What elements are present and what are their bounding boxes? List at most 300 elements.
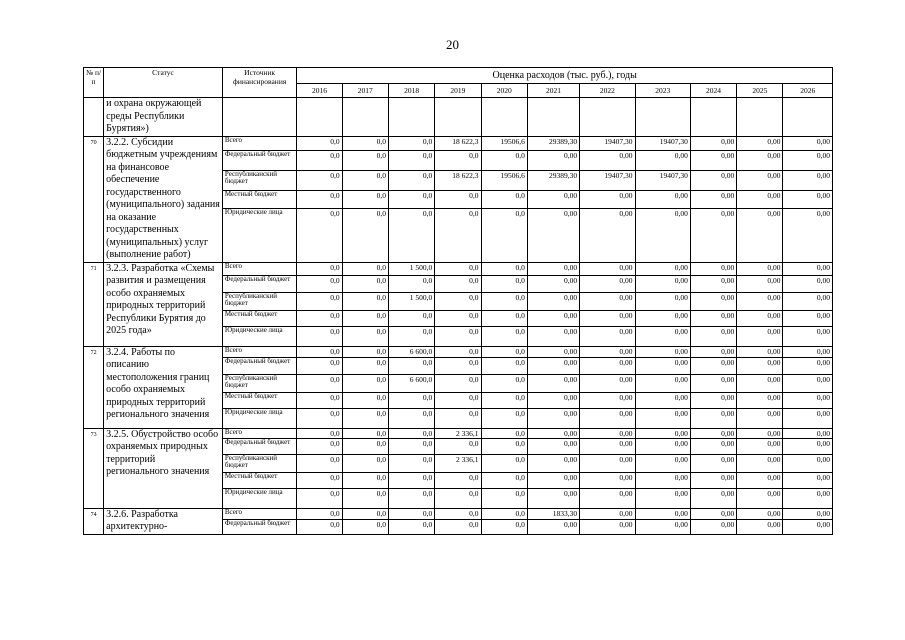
value-cell: 0,00 — [527, 151, 579, 170]
value-cell: 0,00 — [737, 292, 783, 310]
value-cell: 6 600,0 — [388, 346, 434, 357]
value-cell: 0,0 — [435, 408, 481, 428]
continuation-np — [84, 98, 104, 137]
value-cell: 0,0 — [297, 292, 342, 310]
year-header: 2024 — [690, 84, 736, 98]
value-cell: 0,00 — [635, 408, 690, 428]
value-cell: 0,00 — [635, 292, 690, 310]
table-body — [84, 98, 833, 535]
value-cell: 0,00 — [783, 190, 833, 208]
value-cell: 0,00 — [690, 392, 736, 408]
value-cell: 0,0 — [342, 472, 388, 488]
value-cell: 0,00 — [527, 346, 579, 357]
value-cell: 0,00 — [635, 209, 690, 262]
funding-source: Федеральный бюджет — [222, 438, 296, 454]
value-cell: 0,0 — [342, 346, 388, 357]
value-cell: 0,0 — [435, 209, 481, 262]
value-cell: 0,0 — [388, 136, 434, 151]
value-cell: 1 500,0 — [388, 292, 434, 310]
funding-source: Всего — [222, 508, 296, 520]
value-cell: 0,0 — [388, 326, 434, 346]
value-cell: 0,0 — [388, 357, 434, 374]
value-cell: 0,00 — [527, 408, 579, 428]
value-cell: 0,00 — [783, 438, 833, 454]
value-cell: 0,0 — [481, 454, 527, 472]
value-cell: 0,00 — [690, 151, 736, 170]
value-cell: 0,00 — [635, 357, 690, 374]
table-row — [84, 136, 833, 151]
funding-source: Всего — [222, 262, 296, 275]
status-cell: 3.2.3. Разработка «Схемы развития и размещения особо охраняемых природных территорий Республики Бурятия до 2025 года» — [104, 262, 223, 346]
funding-source: Юридические лица — [222, 488, 296, 508]
value-cell: 0,00 — [635, 374, 690, 392]
value-cell: 0,00 — [635, 488, 690, 508]
value-cell: 0,0 — [342, 151, 388, 170]
value-cell: 0,00 — [737, 472, 783, 488]
value-cell: 0,00 — [527, 428, 579, 438]
value-cell: 0,00 — [690, 170, 736, 190]
value-cell: 0,00 — [783, 170, 833, 190]
value-cell: 0,00 — [783, 374, 833, 392]
year-header: 2022 — [580, 84, 635, 98]
value-cell: 0,00 — [737, 209, 783, 262]
value-cell: 0,0 — [342, 310, 388, 326]
value-cell: 0,00 — [783, 292, 833, 310]
value-cell: 19407,30 — [580, 170, 635, 190]
value-cell: 0,0 — [435, 262, 481, 275]
value-cell: 0,0 — [388, 310, 434, 326]
value-cell: 0,00 — [690, 454, 736, 472]
value-cell: 0,00 — [527, 326, 579, 346]
value-cell: 0,0 — [481, 292, 527, 310]
value-cell: 0,00 — [527, 209, 579, 262]
value-cell: 0,00 — [527, 374, 579, 392]
value-cell: 1 500,0 — [388, 262, 434, 275]
value-cell: 0,00 — [783, 520, 833, 534]
funding-source: Федеральный бюджет — [222, 357, 296, 374]
value-cell: 0,0 — [481, 438, 527, 454]
value-cell: 0,0 — [481, 520, 527, 534]
value-cell: 0,0 — [481, 428, 527, 438]
value-cell: 0,00 — [527, 190, 579, 208]
value-cell: 0,00 — [580, 374, 635, 392]
value-cell: 0,00 — [783, 508, 833, 520]
value-cell: 0,00 — [580, 262, 635, 275]
value-cell: 0,0 — [297, 488, 342, 508]
value-cell: 0,00 — [635, 392, 690, 408]
value-cell: 0,0 — [481, 408, 527, 428]
value-cell: 0,0 — [435, 151, 481, 170]
value-cell: 0,0 — [297, 170, 342, 190]
value-cell: 0,0 — [435, 190, 481, 208]
value-cell: 19407,30 — [635, 170, 690, 190]
value-cell: 0,00 — [635, 190, 690, 208]
value-cell: 0,0 — [297, 346, 342, 357]
value-cell: 18 622,3 — [435, 136, 481, 151]
year-header: 2016 — [297, 84, 342, 98]
value-cell: 0,00 — [737, 170, 783, 190]
value-cell: 0,00 — [690, 472, 736, 488]
value-cell: 0,0 — [435, 488, 481, 508]
value-cell: 0,0 — [342, 136, 388, 151]
value-cell: 0,00 — [783, 428, 833, 438]
value-cell: 0,00 — [690, 508, 736, 520]
value-cell: 29389,30 — [527, 170, 579, 190]
funding-source: Всего — [222, 136, 296, 151]
value-cell: 0,00 — [690, 275, 736, 292]
value-cell: 0,00 — [690, 262, 736, 275]
value-cell: 0,0 — [297, 472, 342, 488]
value-cell: 0,00 — [635, 454, 690, 472]
value-cell: 0,00 — [635, 262, 690, 275]
value-cell: 0,00 — [635, 326, 690, 346]
value-cell: 0,0 — [297, 508, 342, 520]
value-cell: 0,0 — [388, 392, 434, 408]
funding-source: Всего — [222, 428, 296, 438]
value-cell: 0,00 — [690, 209, 736, 262]
funding-source: Местный бюджет — [222, 392, 296, 408]
value-cell: 0,00 — [737, 428, 783, 438]
value-cell: 0,0 — [297, 438, 342, 454]
value-cell: 0,00 — [783, 392, 833, 408]
table-header — [84, 68, 833, 98]
value-cell: 0,00 — [527, 262, 579, 275]
value-cell: 0,0 — [297, 357, 342, 374]
value-cell: 0,0 — [342, 438, 388, 454]
table-row — [84, 346, 833, 357]
value-cell: 0,00 — [580, 346, 635, 357]
value-cell: 0,00 — [783, 472, 833, 488]
value-cell: 0,0 — [388, 190, 434, 208]
value-cell: 0,0 — [342, 454, 388, 472]
value-cell: 0,0 — [481, 275, 527, 292]
value-cell: 0,00 — [737, 508, 783, 520]
value-cell: 0,00 — [580, 454, 635, 472]
value-cell: 0,0 — [297, 136, 342, 151]
value-cell: 0,0 — [388, 408, 434, 428]
value-cell: 0,00 — [737, 275, 783, 292]
value-cell: 0,0 — [481, 392, 527, 408]
value-cell: 0,00 — [737, 438, 783, 454]
funding-source: Юридические лица — [222, 326, 296, 346]
year-header: 2018 — [388, 84, 434, 98]
value-cell: 0,00 — [690, 488, 736, 508]
value-cell: 0,00 — [527, 275, 579, 292]
value-cell: 0,00 — [737, 392, 783, 408]
year-header: 2020 — [481, 84, 527, 98]
value-cell: 0,00 — [635, 346, 690, 357]
value-cell: 0,0 — [342, 357, 388, 374]
value-cell: 0,00 — [737, 488, 783, 508]
value-cell: 0,00 — [783, 454, 833, 472]
year-header: 2021 — [527, 84, 579, 98]
value-cell: 0,00 — [690, 408, 736, 428]
value-cell: 0,00 — [580, 151, 635, 170]
value-cell: 0,00 — [527, 520, 579, 534]
np-header: № п/п — [84, 68, 104, 98]
value-cell: 0,00 — [783, 275, 833, 292]
funding-source: Юридические лица — [222, 408, 296, 428]
expenditure-table — [83, 67, 833, 535]
value-cell: 0,0 — [342, 428, 388, 438]
table-row — [84, 508, 833, 520]
value-cell: 0,00 — [783, 357, 833, 374]
value-cell: 0,0 — [297, 262, 342, 275]
value-cell: 0,00 — [580, 472, 635, 488]
status-header: Статус — [104, 68, 223, 98]
value-cell: 0,00 — [527, 472, 579, 488]
value-cell: 0,0 — [342, 292, 388, 310]
page-number: 20 — [446, 37, 459, 52]
value-cell: 0,00 — [690, 326, 736, 346]
funding-source: Республиканский бюджет — [222, 374, 296, 392]
value-cell: 0,0 — [388, 209, 434, 262]
table-row — [84, 262, 833, 275]
value-cell: 0,0 — [481, 262, 527, 275]
value-cell: 0,00 — [580, 392, 635, 408]
value-cell: 0,0 — [481, 151, 527, 170]
value-cell: 0,0 — [388, 454, 434, 472]
value-cell: 0,0 — [297, 428, 342, 438]
value-cell: 0,0 — [297, 454, 342, 472]
row-number: 73 — [84, 428, 104, 508]
value-cell: 0,00 — [737, 374, 783, 392]
value-cell: 0,00 — [527, 292, 579, 310]
value-cell: 0,0 — [481, 508, 527, 520]
value-cell: 0,0 — [435, 392, 481, 408]
value-cell: 0,00 — [580, 520, 635, 534]
value-cell: 0,00 — [690, 438, 736, 454]
value-cell: 0,00 — [635, 472, 690, 488]
value-cell: 0,00 — [737, 262, 783, 275]
value-cell: 0,0 — [481, 346, 527, 357]
row-number: 74 — [84, 508, 104, 534]
value-cell: 0,00 — [580, 190, 635, 208]
value-cell: 0,0 — [388, 472, 434, 488]
value-cell: 0,00 — [737, 346, 783, 357]
value-cell: 0,0 — [435, 438, 481, 454]
value-cell: 0,0 — [435, 346, 481, 357]
value-cell: 0,00 — [527, 310, 579, 326]
value-cell: 0,0 — [481, 488, 527, 508]
value-cell: 19506,6 — [481, 170, 527, 190]
value-cell: 0,0 — [297, 408, 342, 428]
status-cell: 3.2.2. Субсидии бюджетным учреждениям на финансовое обеспечение государственного (муниципального) задания на оказание государственных (муниципальных) услуг (выполнение работ) — [104, 136, 223, 262]
value-cell: 0,00 — [635, 428, 690, 438]
status-cell: 3.2.6. Разработка архитектурно- — [104, 508, 223, 534]
value-cell: 0,00 — [690, 428, 736, 438]
value-cell: 0,0 — [435, 292, 481, 310]
value-cell: 0,00 — [783, 262, 833, 275]
value-cell: 0,00 — [737, 520, 783, 534]
year-header: 2025 — [737, 84, 783, 98]
value-cell: 0,0 — [342, 262, 388, 275]
value-cell: 0,00 — [690, 346, 736, 357]
value-cell: 0,0 — [435, 357, 481, 374]
value-cell: 0,00 — [527, 357, 579, 374]
value-cell: 2 336,1 — [435, 454, 481, 472]
value-cell: 0,00 — [737, 151, 783, 170]
value-cell: 0,0 — [342, 520, 388, 534]
value-cell: 0,0 — [342, 408, 388, 428]
value-cell: 0,00 — [783, 408, 833, 428]
value-cell: 0,0 — [388, 151, 434, 170]
value-cell: 0,0 — [342, 275, 388, 292]
value-cell: 0,0 — [481, 357, 527, 374]
row-number: 72 — [84, 346, 104, 428]
value-cell: 0,00 — [737, 408, 783, 428]
value-cell: 0,0 — [342, 326, 388, 346]
value-cell: 0,0 — [297, 190, 342, 208]
value-cell: 0,0 — [388, 438, 434, 454]
value-cell: 0,00 — [737, 310, 783, 326]
value-cell: 0,0 — [435, 275, 481, 292]
source-header: Источник финансирования — [222, 68, 296, 98]
value-cell: 0,00 — [783, 136, 833, 151]
value-cell: 0,00 — [580, 508, 635, 520]
value-cell: 0,0 — [297, 326, 342, 346]
value-cell: 0,0 — [342, 374, 388, 392]
value-cell: 6 600,0 — [388, 374, 434, 392]
continuation-status: и охрана окружающей среды Республики Бурятия») — [104, 98, 223, 137]
value-cell: 0,00 — [690, 310, 736, 326]
value-cell: 0,0 — [388, 520, 434, 534]
value-cell: 0,00 — [783, 310, 833, 326]
value-cell: 0,0 — [388, 170, 434, 190]
year-header: 2026 — [783, 84, 833, 98]
value-cell: 0,00 — [690, 374, 736, 392]
funding-source: Федеральный бюджет — [222, 151, 296, 170]
value-cell: 0,00 — [783, 346, 833, 357]
funding-source: Федеральный бюджет — [222, 520, 296, 534]
value-cell: 0,0 — [342, 392, 388, 408]
funding-source: Всего — [222, 346, 296, 357]
row-number: 71 — [84, 262, 104, 346]
value-cell: 0,00 — [635, 151, 690, 170]
value-cell: 0,0 — [435, 374, 481, 392]
value-cell: 0,00 — [580, 292, 635, 310]
value-cell: 0,0 — [342, 209, 388, 262]
funding-source: Местный бюджет — [222, 310, 296, 326]
value-cell: 0,0 — [297, 520, 342, 534]
value-cell: 0,0 — [297, 392, 342, 408]
value-cell: 19407,30 — [635, 136, 690, 151]
value-cell: 0,00 — [580, 310, 635, 326]
value-cell: 0,0 — [435, 472, 481, 488]
value-cell: 0,0 — [388, 428, 434, 438]
value-cell: 0,00 — [690, 357, 736, 374]
costs-header: Оценка расходов (тыс. руб.), годы — [297, 68, 833, 84]
value-cell: 0,0 — [388, 275, 434, 292]
funding-source: Местный бюджет — [222, 190, 296, 208]
continuation-row — [84, 98, 833, 137]
value-cell: 0,00 — [580, 357, 635, 374]
status-cell: 3.2.5. Обустройство особо охраняемых природных территорий регионального значения — [104, 428, 223, 508]
value-cell: 0,00 — [783, 488, 833, 508]
value-cell: 0,0 — [342, 190, 388, 208]
value-cell: 0,00 — [635, 520, 690, 534]
value-cell: 0,00 — [527, 392, 579, 408]
year-header: 2023 — [635, 84, 690, 98]
value-cell: 0,00 — [690, 292, 736, 310]
funding-source: Республиканский бюджет — [222, 292, 296, 310]
value-cell: 18 622,3 — [435, 170, 481, 190]
value-cell: 0,0 — [435, 310, 481, 326]
funding-source: Федеральный бюджет — [222, 275, 296, 292]
value-cell: 0,0 — [481, 472, 527, 488]
value-cell: 0,00 — [635, 438, 690, 454]
value-cell: 0,00 — [527, 438, 579, 454]
value-cell: 0,00 — [737, 190, 783, 208]
funding-source: Республиканский бюджет — [222, 170, 296, 190]
value-cell: 0,00 — [737, 357, 783, 374]
value-cell: 0,0 — [481, 190, 527, 208]
funding-source: Юридические лица — [222, 209, 296, 262]
value-cell: 0,0 — [388, 488, 434, 508]
value-cell: 0,0 — [297, 310, 342, 326]
table-row — [84, 428, 833, 438]
value-cell: 0,00 — [527, 454, 579, 472]
value-cell: 0,00 — [737, 454, 783, 472]
row-number: 70 — [84, 136, 104, 262]
value-cell: 0,0 — [388, 508, 434, 520]
value-cell: 0,00 — [690, 136, 736, 151]
value-cell: 0,00 — [690, 520, 736, 534]
value-cell: 0,0 — [435, 520, 481, 534]
value-cell: 0,00 — [635, 310, 690, 326]
value-cell: 0,0 — [297, 151, 342, 170]
value-cell: 0,00 — [635, 275, 690, 292]
value-cell: 0,00 — [783, 326, 833, 346]
value-cell: 0,00 — [690, 190, 736, 208]
value-cell: 0,00 — [580, 488, 635, 508]
value-cell: 0,00 — [527, 488, 579, 508]
funding-source: Республиканский бюджет — [222, 454, 296, 472]
value-cell: 0,0 — [297, 209, 342, 262]
year-header: 2019 — [435, 84, 481, 98]
value-cell: 29389,30 — [527, 136, 579, 151]
value-cell: 0,00 — [580, 438, 635, 454]
value-cell: 1833,30 — [527, 508, 579, 520]
value-cell: 0,00 — [635, 508, 690, 520]
value-cell: 0,0 — [297, 275, 342, 292]
value-cell: 0,00 — [737, 326, 783, 346]
status-cell: 3.2.4. Работы по описанию местоположения границ особо охраняемых природных территорий регионального значения — [104, 346, 223, 428]
value-cell: 2 336,1 — [435, 428, 481, 438]
value-cell: 19407,30 — [580, 136, 635, 151]
value-cell: 0,00 — [580, 428, 635, 438]
value-cell: 0,0 — [297, 374, 342, 392]
funding-source: Местный бюджет — [222, 472, 296, 488]
value-cell: 0,00 — [783, 209, 833, 262]
value-cell: 0,0 — [481, 326, 527, 346]
value-cell: 0,00 — [580, 326, 635, 346]
value-cell: 0,0 — [481, 209, 527, 262]
value-cell: 0,0 — [342, 170, 388, 190]
value-cell: 0,0 — [435, 508, 481, 520]
value-cell: 0,00 — [580, 408, 635, 428]
value-cell: 0,00 — [783, 151, 833, 170]
value-cell: 0,00 — [580, 209, 635, 262]
value-cell: 0,0 — [481, 310, 527, 326]
value-cell: 0,0 — [342, 488, 388, 508]
value-cell: 0,0 — [435, 326, 481, 346]
year-header: 2017 — [342, 84, 388, 98]
value-cell: 0,00 — [737, 136, 783, 151]
value-cell: 19506,6 — [481, 136, 527, 151]
value-cell: 0,0 — [342, 508, 388, 520]
value-cell: 0,0 — [481, 374, 527, 392]
